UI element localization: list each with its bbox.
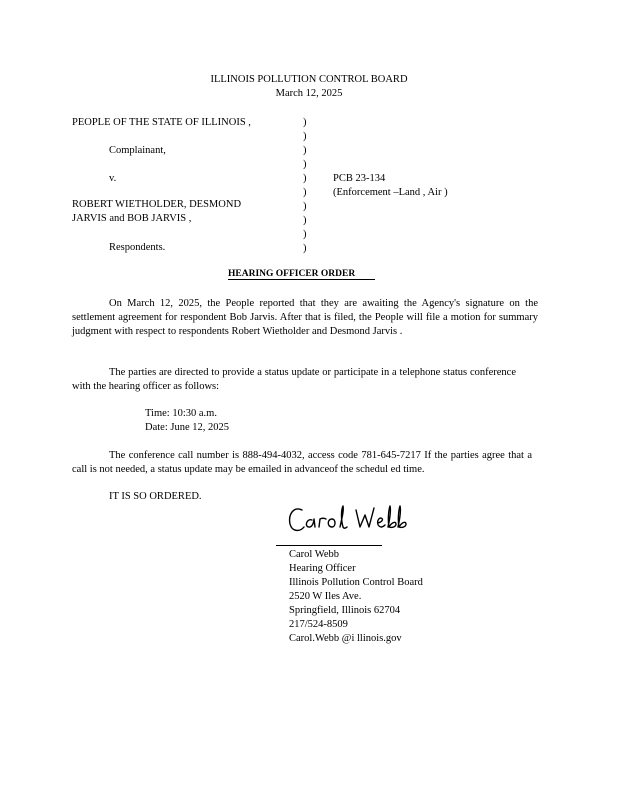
- schedule-time: Time: 10:30 a.m.: [145, 408, 217, 419]
- signer-city: Springfield, Illinois 62704: [289, 605, 401, 616]
- caption-bracket: ): [303, 173, 307, 184]
- caption-bracket: ): [303, 243, 307, 254]
- signer-phone: 217/524-8509: [289, 619, 348, 630]
- signature-line: [276, 545, 382, 546]
- order-date: March 12, 2025: [275, 88, 343, 99]
- signer-street: 2520 W Iles Ave.: [289, 591, 362, 602]
- caption-bracket: ): [303, 159, 307, 170]
- defendant-line-1: ROBERT WIETHOLDER, DESMOND: [72, 199, 242, 210]
- versus-label: v.: [109, 173, 117, 184]
- signer-title: Hearing Officer: [289, 563, 356, 574]
- closing-statement: IT IS SO ORDERED.: [109, 491, 202, 502]
- plaintiff-name: PEOPLE OF THE STATE OF ILLINOIS ,: [72, 117, 251, 128]
- body-paragraph-directive: The parties are directed to provide a status update or participate in a telephone status conference with the hearing officer as follows:: [72, 367, 516, 392]
- signer-name: Carol Webb: [289, 549, 339, 560]
- body-paragraph-conference: The conference call number is 888-494-4032, access code 781-645-7217 If the parties agree that a call is not needed, a status update may be emailed in advanceof the schedul ed time.: [72, 450, 532, 475]
- caption-bracket: ): [303, 145, 307, 156]
- handwritten-signature: [286, 500, 416, 542]
- complainant-label: Complainant,: [109, 145, 166, 156]
- case-number: PCB 23-134: [333, 173, 386, 184]
- caption-bracket: ): [303, 187, 307, 198]
- caption-bracket: ): [303, 117, 307, 128]
- case-type: (Enforcement –Land , Air ): [333, 187, 448, 198]
- order-title-text: HEARING OFFICER ORDER: [228, 269, 375, 280]
- caption-bracket: ): [303, 201, 307, 212]
- defendant-line-2: JARVIS and BOB JARVIS ,: [72, 213, 192, 224]
- respondents-label: Respondents.: [109, 242, 166, 253]
- signer-email: Carol.Webb @i llinois.gov: [289, 633, 402, 644]
- caption-bracket: ): [303, 131, 307, 142]
- caption-bracket: ): [303, 229, 307, 240]
- schedule-date: Date: June 12, 2025: [145, 422, 229, 433]
- body-paragraph-status: On March 12, 2025, the People reported that they are awaiting the Agency's signature on the settlement agreement for respondent Bob Jarvis. After that is filed, the People will file a motion for summary judgment with respect to respondents Robert Wietholder and Desmond Jarvis .: [72, 298, 538, 337]
- agency-name: ILLINOIS POLLUTION CONTROL BOARD: [210, 74, 408, 85]
- order-title: [228, 268, 375, 281]
- signer-agency: Illinois Pollution Control Board: [289, 577, 423, 588]
- caption-bracket: ): [303, 215, 307, 226]
